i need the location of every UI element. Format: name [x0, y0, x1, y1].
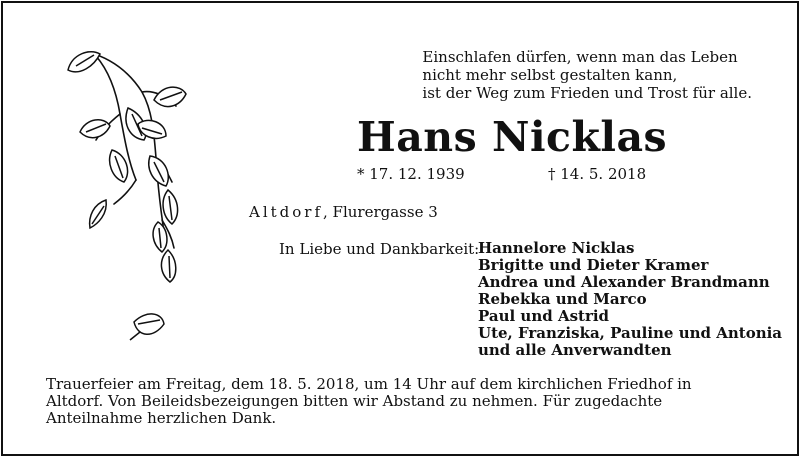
birch-branch-icon	[50, 40, 200, 360]
quote	[422, 48, 752, 102]
quote-line: ist der Weg zum Frieden und Trost für alle.	[422, 84, 752, 102]
mourner: Rebekka und Marco	[478, 290, 647, 308]
address-town: Altdorf	[249, 203, 324, 221]
deceased-name: Hans Nicklas	[357, 113, 668, 161]
mourner: Ute, Franziska, Pauline und Antonia	[478, 324, 783, 342]
death-date: † 14. 5. 2018	[548, 165, 647, 183]
quote-line: nicht mehr selbst gestalten kann,	[422, 66, 678, 84]
birth-date: * 17. 12. 1939	[357, 165, 465, 183]
mourner: Andrea und Alexander Brandmann	[478, 273, 770, 291]
mourner: Hannelore Nicklas	[478, 239, 635, 257]
address-street: , Flurergasse 3	[323, 203, 438, 221]
mourner: Brigitte und Dieter Kramer	[478, 256, 709, 274]
address	[249, 203, 438, 221]
dank-label: In Liebe und Dankbarkeit:	[279, 240, 480, 258]
mourner: Paul und Astrid	[478, 307, 610, 325]
quote-line: Einschlafen dürfen, wenn man das Leben	[422, 48, 738, 66]
mourners-list	[478, 240, 782, 359]
mourner: und alle Anverwandten	[478, 341, 672, 359]
funeral-notice-text: Trauerfeier am Freitag, dem 18. 5. 2018, um 14 Uhr auf dem kirchlichen Friedhof in Altdorf. Von Beileidsbezeigungen bitten wir Abstand zu nehmen. Für zugedachte Anteilnahme herzlichen Dank.	[46, 375, 692, 427]
